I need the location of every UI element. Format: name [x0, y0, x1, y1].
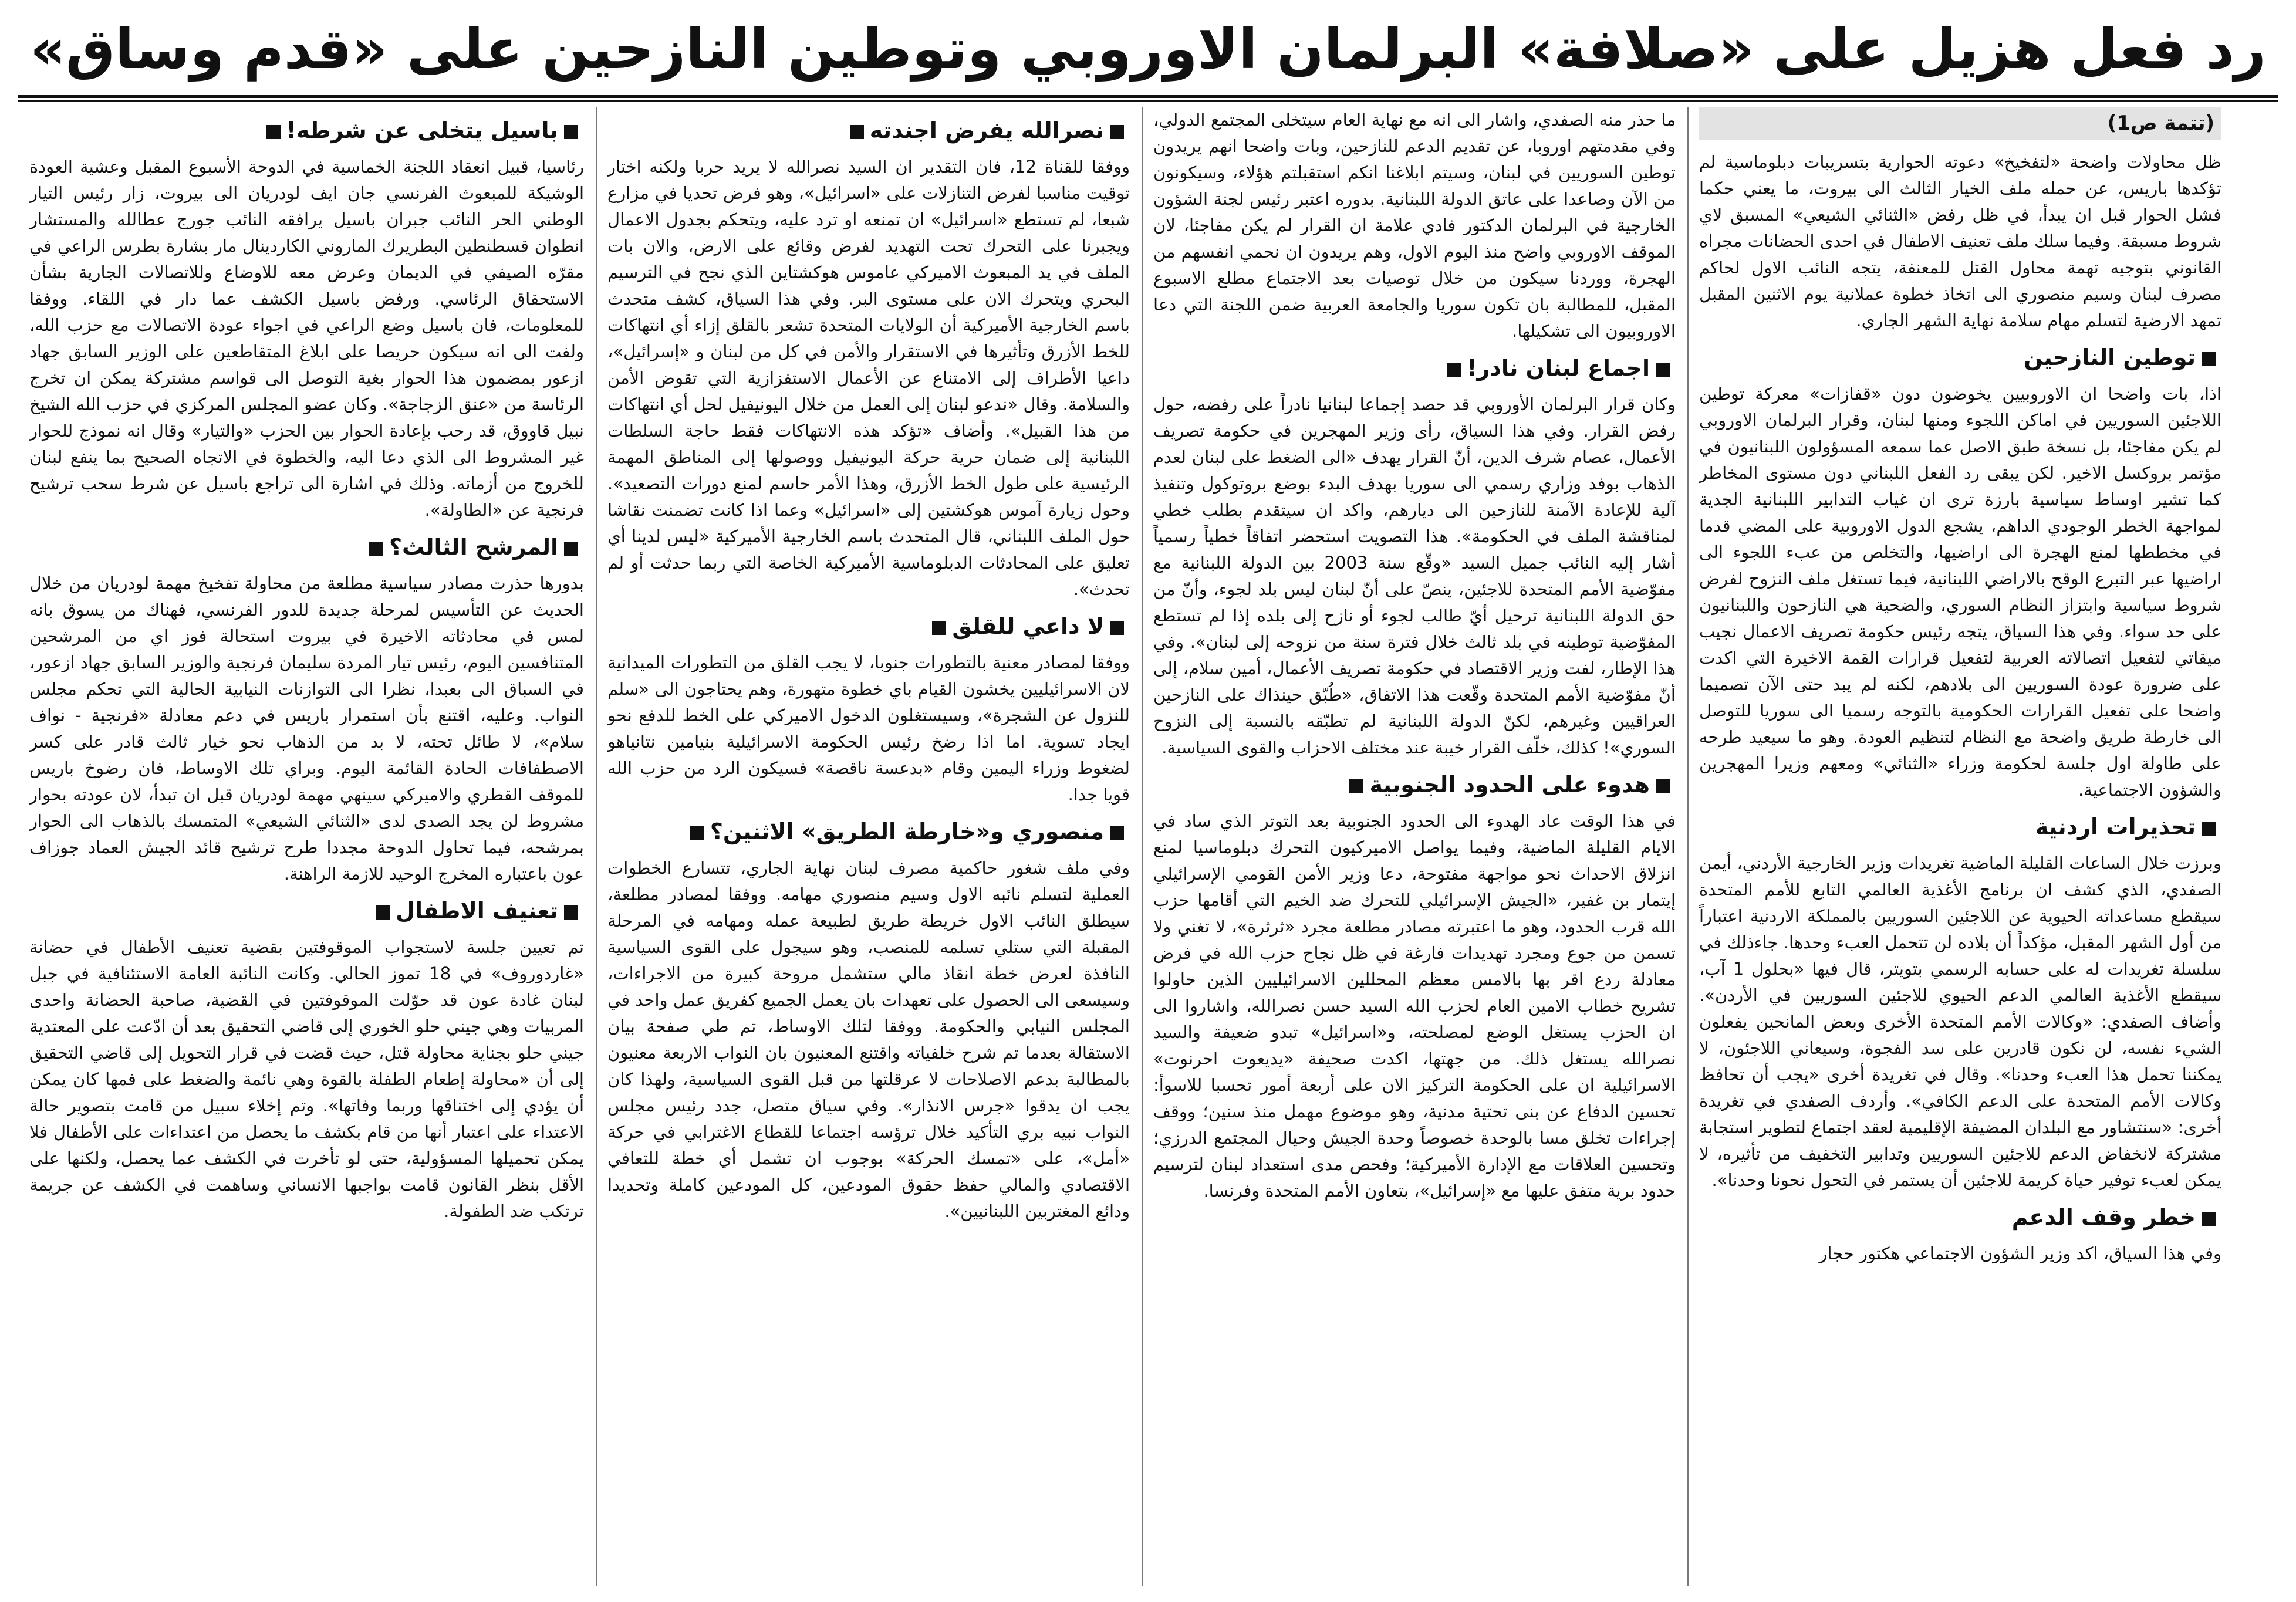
article-paragraph: تم تعيين جلسة لاستجواب الموقوفتين بقضية تعنيف الأطفال في حضانة «غاردوروف» في 18 تموز الحالي. وكانت النائبة العامة الاستئنافية في جبل لبنان غادة عون قد حوّلت الموقوفتين في القضية، صاحبة الحضانة واحدى المربيات وهي جيني حلو الخوري إلى قاضي التحقيق بعد أن ادّعت على المعتدية جيني حلو بجناية محاولة قتل، حيث قضت في قرار التحويل إلى قاضي التحقيق إلى أن «محاولة إطعام الطفلة بالقوة وهي نائمة والضغط على فمها كان يمكن أن يؤدي إلى اختناقها وربما وفاتها». وتم إخلاء سبيل من قامت بتصوير حالة الاعتداء على اعتبار أنها من قام بكشف ما يحصل من اعتداءات على الأطفال فلا يمكن تحميلها المسؤولية، حتى لو تأخرت في الكشف عما يحصل، ولكنها على الأقل بنظر القانون قامت بواجبها الانساني وساهمت في الكشف عن جريمة ترتكب ضد الطفولة.	[29, 937, 584, 1221]
article-paragraph: ووفقا لمصادر معنية بالتطورات جنوبا، لا يجب القلق من التطورات الميدانية لان الاسرائيليين يخشون القيام باي خطوة متهورة، وهم يحتاجون الى «سلم للنزول عن الشجرة»، وسيستغلون الدخول الاميركي على الخط للدفع نحو ايجاد تسوية. اما اذا رضخ رئيس الحكومة الاسرائيلية بنيامين نتانياهو لضغوط وزراء اليمين وقام «بدعسة ناقصة» فسيكون الرد من حزب الله قويا جدا.	[607, 653, 1130, 805]
subheading: نصرالله يفرض اجندته	[607, 114, 1130, 147]
subheading: توطين النازحين	[1699, 341, 2221, 374]
column-divider	[596, 107, 597, 1586]
square-bullet-icon	[1656, 779, 1670, 793]
article-paragraph: وفي ملف شغور حاكمية مصرف لبنان نهاية الجاري، تتسارع الخطوات العملية لتسلم نائبه الاول وسيم منصوري مهامه. ووفقا لمصادر مطلعة، سيطلق النائب الاول خريطة طريق لطبيعة عمله ومهامه في المرحلة المقبلة التي ستلي تسلمه للمنصب، وهو سيجول على القوى السياسية النافذة لعرض خطة انقاذ مالي ستشمل مروحة كبيرة من الاجراءات، وسيسعى الى الحصول على تعهدات بان يعمل الجميع كفريق عمل واحد في المجلس النيابي والحكومة. ووفقا لتلك الاوساط، تم طي صفحة بيان الاستقالة بعدما تم شرح خلفياته واقتنع المعنيون بان النواب الاربعة معنيون بالمطالبة بدعم الاصلاحات لا عرقلتها من قبل القوى السياسية، ولهذا كان يجب ان يدقوا «جرس الانذار». وفي سياق متصل، جدد رئيس مجلس النواب نبيه بري التأكيد خلال ترؤسه اجتماعا للقطاع الاغترابي في حركة «أمل»، على «تمسك الحركة» بوجوب ان تشمل أي خطة للتعافي الاقتصادي والمالي حفظ حقوق المودعين، كل المودعين كاملة وتحديدا ودائع المغتربين اللبنانيين».	[607, 858, 1130, 1221]
article-paragraph: وكان قرار البرلمان الأوروبي قد حصد إجماعا لبنانيا نادراً على رفضه، حول رفض القرار. وفي هذا السياق، رأى وزير المهجرين في حكومة تصريف الأعمال، عصام شرف الدين، أنّ القرار يهدف «الى الضغط على لبنان لعدم الذهاب بوفد وزاري رسمي الى سوريا بهدف البدء بوضع بروتوكول وتنفيذ آلية للإعادة الآمنة للنازحين الى ديارهم، واكد ان سيتقدم بطلب خطي لمناقشة الملف في الحكومة». هذا التصويت استحضر اتفاقاً خطياً رسمياً أشار إليه النائب جميل السيد «وقّع سنة 2003 بين الدولة اللبنانية مع مفوّضية الأمم المتحدة للاجئين، ينصّ على أنّ لبنان ليس بلد لجوء، وأنّ من حق الدولة اللبنانية ترحيل أيّ طالب لجوء أو نازح إلى بلده إذا لم تستطع المفوّضية توطينه في بلد ثالث خلال فترة سنة من نزوحه إلى لبنان». وفي هذا الإطار، لفت وزير الاقتصاد في حكومة تصريف الأعمال، أمين سلام، إلى أنّ مفوّضية الأمم المتحدة وقّعت هذا الاتفاق، «طُبّق حينذاك على النازحين العراقيين وغيرهم، لكنّ الدولة اللبنانية لم تطبّقه بالنسبة إلى النزوح السوري»! كذلك، خلّف القرار خيبة عند مختلف الاحزاب والقوى السياسية.	[1153, 394, 1676, 758]
square-bullet-icon	[564, 542, 578, 556]
column-3	[607, 107, 1130, 1586]
subheading: هدوء على الحدود الجنوبية	[1153, 768, 1676, 801]
square-bullet-icon	[2202, 1212, 2216, 1226]
square-bullet-icon	[1110, 621, 1124, 635]
article-paragraph: في هذا الوقت عاد الهدوء الى الحدود الجنوبية بعد التوتر الذي ساد في الايام القليلة الماضية، وفيما يواصل الاميركيون التحرك دبلوماسيا لمنع انزلاق الاحداث نحو مواجهة مفتوحة، دعا وزير الأمن القومي الإسرائيلي إيتمار بن غفير، «الجيش الإسرائيلي للتحرك ضد الخيم التي أقامها حزب الله قرب الحدود، وهو ما اعتبرته مصادر مطلعة مجرد «ثرثرة»، لا تغني ولا تسمن من جوع ومجرد تهديدات فارغة في ظل نجاح حزب الله في فرض معادلة ردع اقر بها بالامس معظم المحللين الاسرائيليين الذين حاولوا تشريح خطاب الامين العام لحزب الله السيد حسن نصرالله، واشاروا الى ان الحزب يستغل الوضع لمصلحته، و«اسرائيل» تبدو ضعيفة والسيد نصرالله يستغل ذلك. من جهتها، اكدت صحيفة «يديعوت احرنوت» الاسرائيلية ان على الحكومة التركيز الان على أربعة أمور تحسبا للاسوأ: تحسين الدفاع عن بنى تحتية مدنية، وهو موضوع مهمل منذ سنين؛ ووقف إجراءات تخلق مسا بالوحدة خصوصاً وحدة الجيش وحيال المجتمع الدرزي؛ وتحسين العلاقات مع الإدارة الأميركية؛ وفحص مدى استعداد لبنان لترسيم حدود برية متفق عليها مع «إسرائيل»، بتعاون الأمم المتحدة وفرنسا.	[1153, 811, 1676, 1201]
square-bullet-icon	[2202, 822, 2216, 836]
square-bullet-icon	[1656, 363, 1670, 377]
square-bullet-icon	[564, 905, 578, 920]
article-paragraph: وفي هذا السياق، اكد وزير الشؤون الاجتماعي هكتور حجار	[1819, 1243, 2221, 1263]
subheading: خطر وقف الدعم	[1699, 1201, 2221, 1233]
subheading: اجماع لبنان نادر!	[1153, 352, 1676, 384]
subheading: تحذيرات اردنية	[1699, 810, 2221, 843]
subheading: باسيل يتخلى عن شرطه!	[29, 114, 584, 147]
square-bullet-icon	[1110, 826, 1124, 840]
headline-rule-thin	[18, 100, 2278, 102]
column-1	[1699, 107, 2221, 1586]
square-bullet-icon	[1110, 125, 1124, 139]
article-paragraph: ووفقا للقناة 12، فان التقدير ان السيد نصرالله لا يريد حربا ولكنه اختار توقيت مناسبا لفرض التنازلات على «اسرائيل»، وهو فرض تحديا في مزارع شبعا، لم تستطع «اسرائيل» ان تمنعه او ترد عليه، ويتحكم بجدول الاعمال ويجبرنا على التحرك تحت التهديد لفرض وقائع على الارض، والان بات الملف في يد المبعوث الاميركي عاموس هوكشتاين الذي نجح في الترسيم البحري ويتحرك الان على مستوى البر. وفي هذا السياق، كشف متحدث باسم الخارجية الأميركية أن الولايات المتحدة تشعر بالقلق إزاء أي انتهاكات للخط الأزرق وتأثيرها في الاستقرار والأمن في كل من لبنان و «إسرائيل»، داعيا الأطراف إلى الامتناع عن الأعمال الاستفزازية التي تقوض الأمن والسلامة. وقال «ندعو لبنان إلى العمل من خلال اليونيفيل لحل أي انتهاكات من هذا القبيل». وأضاف «تؤكد هذه الانتهاكات فقط حاجة السلطات اللبنانية إلى ضمان حرية حركة اليونيفيل ووصولها إلى المناطق المهمة الرئيسية على طول الخط الأزرق، وهذا الأمر حاسم لمنع دورات التصعيد». وحول زيارة آموس هوكشتين إلى «اسرائيل» وعما اذا كانت تضمنت نقاشا حول الملف اللبناني، قال المتحدث باسم الخارجية الأميركية «ليس لدينا أي تعليق على المحادثات الدبلوماسية الأميركية الخاصة التي ربما حدثت أو لم تحدث».	[607, 157, 1130, 599]
subheading: لا داعي للقلق	[607, 610, 1130, 643]
square-bullet-icon	[1447, 363, 1461, 377]
square-bullet-icon	[850, 125, 864, 139]
square-bullet-icon	[932, 621, 946, 635]
square-bullet-icon	[369, 542, 383, 556]
article-paragraph: ظل محاولات واضحة «لتفخيخ» دعوته الحوارية بتسريبات دبلوماسية لم تؤكدها باريس، عن حمله ملف الخيار الثالث الى بيروت، ما يعني حكما فشل الحوار قبل ان يبدأ، في ظل رفض «الثنائي الشيعي» المسبق لاي شروط مسبقة. وفيما سلك ملف تعنيف الاطفال في احدى الحضانات مجراه القانوني بتوجيه تهمة محاول القتل للمعنفة، يتجه النائب الاول لحاكم مصرف لبنان وسيم منصوري الى اتخاذ خطوة عملانية يوم الاثنين المقبل تمهد الارضية لتسلم مهام سلامة نهاية الشهر الجاري.	[1699, 152, 2221, 330]
article-paragraph: بدورها حذرت مصادر سياسية مطلعة من محاولة تفخيخ مهمة لودريان من خلال الحديث عن التأسيس لمرحلة جديدة للدور الفرنسي، فهناك من يسوق بانه لمس في محادثاته الاخيرة في بيروت استحالة فوز اي من المرشحين المتنافسين اليوم، رئيس تيار المردة سليمان فرنجية والوزير السابق جهاد ازعور، في السباق الى بعبدا، نظرا الى التوازنات النيابية الحالية التي تحكم مجلس النواب. وعليه، اقتنع بأن استمرار باريس في دعم معادلة «فرنجية - نواف سلام»، لا طائل تحته، لا بد من الذهاب نحو خيار ثالث قادر على كسر الاصطفافات الحادة القائمة اليوم. وبراي تلك الاوساط، فان رضوخ باريس للموقف القطري والاميركي سينهي مهمة لودريان قبل ان تبدأ، لان عودته بحوار مشروط لن يجد الصدى لدى «الثنائي الشيعي» المتمسك بالذهاب الى الحوار بمرشحه، فيما تحاول الدوحة مجددا طرح ترشيح قائد الجيش العماد جوزاف عون باعتباره المخرج الوحيد للازمة الراهنة.	[29, 573, 584, 884]
square-bullet-icon	[2202, 352, 2216, 366]
column-2	[1153, 107, 1676, 1586]
subheading: المرشح الثالث؟	[29, 530, 584, 563]
article-paragraph: ما حذر منه الصفدي، واشار الى انه مع نهاية العام سيتخلى المجتمع الدولي، وفي مقدمتهم اوروبا، عن تقديم الدعم للنازحين، وبات واضحا انهم يريدون توطين السوريين في لبنان، وسيتم ابلاغنا انكم استقبلتم هؤلاء، وسيكونون من الآن وصاعدا على عاتق الدولة اللبنانية. بدوره اعتبر رئيس لجنة الشؤون الخارجية في البرلمان الدكتور فادي علامة ان القرار لم يكن مفاجئا، لان الموقف الاوروبي واضح منذ اليوم الاول، وهم يريدون ان نحمي انفسهم من الهجرة، ووردنا سيكون من خلال توصيات بعد الاجتماع مطلع الاسبوع المقبل، للمطالبة بان تكون سوريا والجامعة العربية ضمن اللجنة التي دعا الاوروبيون الى تشكيلها.	[1153, 110, 1676, 341]
square-bullet-icon	[1349, 779, 1363, 793]
continued-label: (تتمة ص1)	[1699, 107, 2221, 140]
headline-rule	[18, 95, 2278, 98]
article-paragraph: رئاسيا، قبيل انعقاد اللجنة الخماسية في الدوحة الأسبوع المقبل وعشية العودة الوشيكة للمبعوث الفرنسي جان ايف لودريان الى بيروت، زار رئيس التيار الوطني الحر النائب جبران باسيل يرافقه النائب جورج عطالله والمستشار انطوان قسطنطين البطريرك الماروني الكاردينال مار بشارة بطرس الراعي في مقرّه الصيفي في الديمان وعرض معه للاوضاع وللاتصالات الجارية بشأن الاستحقاق الرئاسي. ورفض باسيل الكشف عما دار في اللقاء. ووفقا للمعلومات، فان باسيل وضع الراعي في اجواء عودة الاتصالات مع حزب الله، ولفت الى انه سيكون حريصا على ابلاغ المتقاطعين على الوزير السابق جهاد ازعور بمضمون هذا الحوار بغية التوصل الى قواسم مشتركة يمكن ان تخرج الرئاسة من «عنق الزجاجة». وكان عضو المجلس المركزي في حزب الله الشيخ نبيل قاووق، قد رحب بإعادة الحوار بين الحزب «والتيار» وقال انه نموذج للحوار غير المشروط الى الذي دعا اليه، والخطوة في الاتجاه الصحيح بما ينفع لبنان للخروج من أزماته. وذلك في اشارة الى تراجع باسيل عن شرط سحب ترشيح فرنجية عن «الطاولة».	[29, 157, 584, 520]
square-bullet-icon	[266, 125, 281, 139]
article-paragraph: اذا، بات واضحا ان الاوروبيين يخوضون دون «قفازات» معركة توطين اللاجئين السوريين في اماكن اللجوء ومنها لبنان، وقرار البرلمان الاوروبي لم يكن مفاجئا، بل نسخة طبق الاصل عما سمعه المسؤولون اللبنانيون في مؤتمر بروكسل الاخير. لكن يبقى رد الفعل اللبناني دون مستوى المخاطر كما تشير اوساط سياسية بارزة ترى ان غياب التدابير اللبنانية الجدية لمواجهة الخطر الوجودي الداهم، يشجع الدول الاوروبية على المضي قدما في مخططها لمنع الهجرة الى اراضيها، والتخلص من عبء اللجوء الى اراضيها عبر التبرع الوقح بالاراضي اللبنانية، فيما تستغل ملف النزوح لفرض شروط سياسية وابتزاز النظام السوري، والضحية هي النازحون واللبنانيون على حد سواء. وفي هذا السياق، يتجه رئيس حكومة تصريف الاعمال نجيب ميقاتي لتفعيل اتصالاته العربية لتفعيل قرارات القمة الاخيرة التي اكدت على ضرورة عودة السوريين الى بلادهم، لكنه لم يبد حتى الآن تصميما واضحا على تفعيل القرارات الحكومية بالتوجه رسميا الى سوريا للتوصل الى خارطة طريق واضحة مع النظام لتنظيم العودة. وهو ما سيعيد طرحه على طاولة اول جلسة لحكومة وزراء «الثنائي» ومعهم وزيرا المهجرين والشؤون الاجتماعية.	[1699, 384, 2221, 800]
column-divider	[1687, 107, 1689, 1586]
column-divider	[1142, 107, 1143, 1586]
square-bullet-icon	[690, 826, 704, 840]
square-bullet-icon	[376, 905, 390, 920]
column-4	[29, 107, 584, 1586]
square-bullet-icon	[564, 125, 578, 139]
subheading: منصوري و«خارطة الطريق» الاثنين؟	[607, 815, 1130, 848]
subheading: تعنيف الاطفال	[29, 894, 584, 927]
page-headline: رد فعل هزيل على «صلافة» البرلمان الاوروبي وتوطين النازحين على «قدم وساق»	[30, 18, 2266, 82]
article-paragraph: وبرزت خلال الساعات القليلة الماضية تغريدات وزير الخارجية الأردني، أيمن الصفدي، الذي كشف ان برنامج الأغذية العالمي التابع للأمم المتحدة سيقطع مساعداته الحيوية عن اللاجئين السوريين بالمملكة الاردنية اعتباراً من أول الشهر المقبل، مؤكداً أن بلاده لن تتحمل العبء وحدها. جاءذلك في سلسلة تغريدات له على حسابه الرسمي بتويتر، قال فيها «بحلول 1 آب، سيقطع الأغذية العالمي الدعم الحيوي للاجئين السوريين في الأردن». وأضاف الصفدي: «وكالات الأمم المتحدة الأخرى وبعض المانحين يفعلون الشيء نفسه، لن نكون قادرين على سد الفجوة، وسيعاني اللاجئون، لا يمكننا تحمل هذا العبء وحدنا». وقال في تغريدة أخرى «يجب أن تحافظ وكالات الأمم المتحدة على الدعم الكافي». وأردف الصفدي في تغريدة أخرى: «سنتشاور مع البلدان المضيفة الإقليمية لعقد اجتماع لتطوير استجابة مشتركة لانخفاض الدعم للاجئين السوريين وتدابير التخفيف من تأثيره، لا يمكن لعبء توفير حياة كريمة للاجئين أن يستمر في التحول نحونا وحدنا».	[1699, 853, 2221, 1190]
